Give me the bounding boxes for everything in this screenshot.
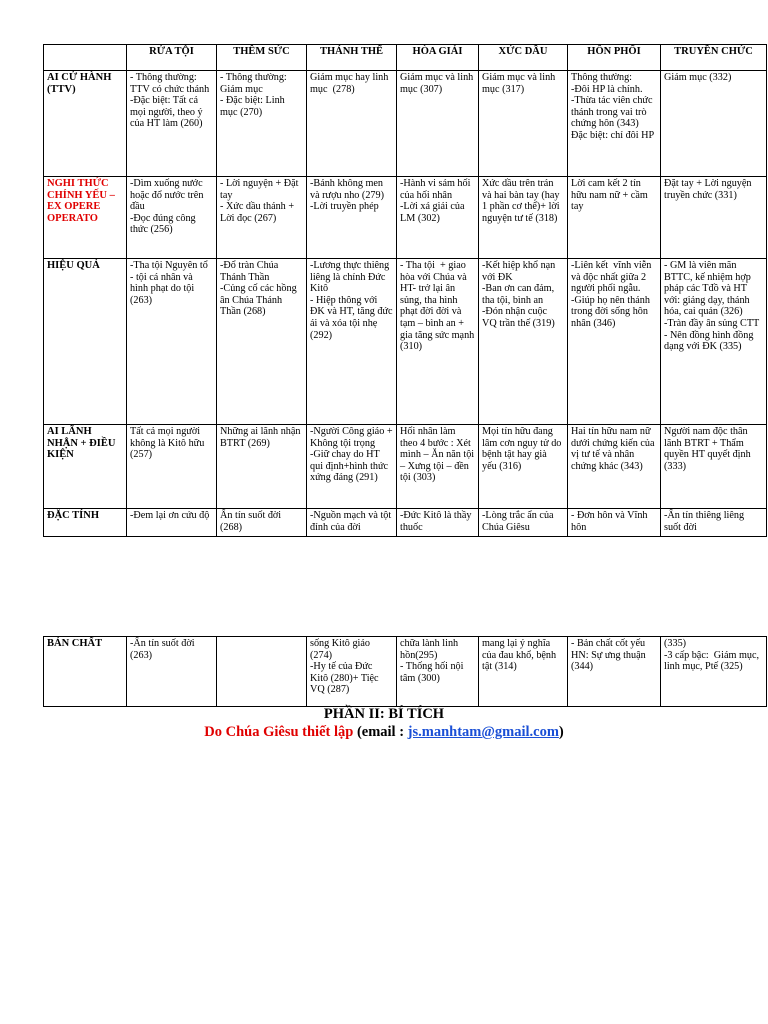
email-link[interactable]: js.manhtam@gmail.com	[407, 724, 559, 740]
cell-text: Đặt tay + Lời nguyện truyền chức (331)	[664, 178, 755, 201]
table-cell	[127, 71, 217, 177]
row-label: AI CỬ HÀNH (TTV)	[44, 71, 127, 177]
row-label: BẢN CHẤT	[44, 637, 127, 707]
row-label: ĐẶC TÍNH	[44, 509, 127, 537]
table-header-row	[44, 45, 767, 71]
cell-text: Người nam độc thân lãnh BTRT + Thẩm quyền HT quyết định (333)	[664, 426, 754, 472]
table-cell	[217, 425, 307, 509]
subtitle-close: )	[558, 724, 564, 740]
table-row	[44, 425, 767, 509]
cell-text: Giám mục hay linh mục (278)	[310, 72, 391, 95]
cell-text: - GM là viên mãn BTTC, kế nhiệm hợp pháp các Tđồ và HT với: giảng dạy, thánh hóa, cai quản (326) -Tràn đầy ân sủng CTT - Nên đồng hình đồng dạng với ĐK (335)	[664, 260, 760, 353]
table-cell	[127, 259, 217, 425]
cell-text: Tất cả mọi người không là Kitô hữu (257)	[130, 426, 207, 461]
cell-text: -Tha tội Nguyên tổ - tội cá nhân và hình phạt do tội (263)	[130, 260, 208, 306]
table-cell	[568, 259, 661, 425]
header-hoa-giai: HÒA GIẢI	[397, 45, 479, 71]
cell-text: sống Kitô giáo (274) -Hy tế của Đức Kitô (280)+ Tiệc VQ (287)	[310, 638, 379, 696]
table-cell	[307, 71, 397, 177]
row-label: HIỆU QUẢ	[44, 259, 127, 425]
table-cell	[307, 637, 397, 707]
cell-text: chữa lành linh hồn(295) - Thống hối nội tâm (300)	[400, 638, 464, 684]
table-cell	[397, 259, 479, 425]
cell-text: - Đơn hôn và Vĩnh hôn	[571, 510, 651, 533]
header-thanh-the: THÁNH THỂ	[307, 45, 397, 71]
section-subtitle	[0, 724, 768, 741]
cell-text: Những ai lãnh nhận BTRT (269)	[220, 426, 304, 449]
cell-text: (335) -3 cấp bậc: Giám mục, linh mục, Ptế (325)	[664, 638, 760, 673]
cell-text: - Tha tội + giao hòa với Chúa và HT- trở lại ân sủng, tha hình phạt đời đời và tạm – bình an + gia tăng sức mạnh (310)	[400, 260, 477, 353]
table-cell	[307, 259, 397, 425]
header-corner	[44, 45, 127, 71]
subtitle-red-text: Do Chúa Giêsu thiết lập	[204, 724, 354, 740]
cell-text: Giám mục và linh mục (317)	[482, 72, 558, 95]
table-cell	[217, 637, 307, 707]
cell-text: -Người Công giáo + Không tội trọng -Giữ chay do HT qui định+hình thức xứng đáng (291)	[310, 426, 393, 484]
table-cell	[217, 71, 307, 177]
table-cell	[127, 637, 217, 707]
table-cell	[397, 637, 479, 707]
table-cell	[397, 425, 479, 509]
cell-text: -Lương thực thiêng liêng là chính Đức Kitô - Hiệp thông với ĐK và HT, tăng đức ái và xóa tội nhẹ (292)	[310, 260, 393, 341]
cell-text: -Nguồn mạch và tột đỉnh của đời	[310, 510, 394, 533]
table-cell	[661, 71, 767, 177]
cell-text: Hai tín hữu nam nữ dưới chứng kiến của vị tư tế và nhân chứng khác (343)	[571, 426, 658, 472]
cell-text: Ấn tín suốt đời (268)	[220, 510, 284, 533]
table-cell	[127, 177, 217, 259]
email-label: (email :	[353, 724, 408, 740]
cell-text: -Dìm xuống nước hoặc đổ nước trên đầu -Đọc đúng công thức (256)	[130, 178, 204, 236]
cell-text: Giám mục (332)	[664, 72, 732, 83]
cell-text: -Hành vi sám hối của hối nhân -Lời xá giải của LM (302)	[400, 178, 471, 224]
table-cell	[661, 637, 767, 707]
cell-text: Thông thường: -Đôi HP là chính. -Thừa tác viên chức thánh trong vai trò chứng hôn (343) Đặc biệt: chỉ đôi HP	[571, 72, 655, 141]
header-them-suc: THÊM SỨC	[217, 45, 307, 71]
sacraments-table-continued	[43, 636, 767, 707]
table-cell	[397, 509, 479, 537]
table-cell	[127, 509, 217, 537]
table-cell	[479, 425, 568, 509]
row-label: AI LÃNH NHẬN + ĐIỀU KIỆN	[44, 425, 127, 509]
section-title: PHẦN II: BÍ TÍCH	[323, 706, 445, 722]
cell-text: - Bản chất cốt yếu HN: Sự ưng thuận (344)	[571, 638, 649, 673]
cell-text: Mọi tín hữu đang lâm cơn nguy tử do bệnh tật hay già yếu (316)	[482, 426, 564, 472]
table-row	[44, 637, 767, 707]
table-row	[44, 177, 767, 259]
table-cell	[307, 177, 397, 259]
table-cell	[217, 509, 307, 537]
cell-text: Lời cam kết 2 tín hữu nam nữ + cầm tay	[571, 178, 651, 213]
cell-text: Hối nhân làm theo 4 bước : Xét mình – Ăn năn tội – Xưng tội – đền tội (303)	[400, 426, 477, 484]
cell-text: - Thông thường: TTV có chức thánh -Đặc biệt: Tất cả mọi người, theo ý của HT làm (260)	[130, 72, 210, 130]
table-cell	[307, 425, 397, 509]
header-truyen-chuc: TRUYỀN CHỨC	[661, 45, 767, 71]
cell-text: -Đổ tràn Chúa Thánh Thần -Củng cố các hồng ân Chúa Thánh Thần (268)	[220, 260, 297, 318]
table-cell	[661, 259, 767, 425]
table-cell	[661, 509, 767, 537]
cell-text: Xức dầu trên trán và hai bàn tay (hay 1 phần cơ thể)+ lời nguyện tư tế (318)	[482, 178, 563, 224]
header-hon-phoi: HÔN PHỐI	[568, 45, 661, 71]
table-cell	[479, 71, 568, 177]
row-label: NGHI THỨC CHÍNH YẾU – EX OPERE OPERATO	[44, 177, 127, 259]
cell-text: -Ấn tín suốt đời (263)	[130, 638, 198, 661]
table-cell	[568, 637, 661, 707]
table-cell	[568, 71, 661, 177]
table-cell	[661, 177, 767, 259]
cell-text: -Ấn tín thiêng liêng suốt đời	[664, 510, 747, 533]
cell-text: mang lại ý nghĩa của đau khổ, bệnh tật (314)	[482, 638, 559, 673]
cell-text: -Liên kết vĩnh viễn và độc nhất giữa 2 người phối ngẫu. -Giúp họ nên thánh trong đời sống hôn nhân (346)	[571, 260, 652, 329]
table-cell	[217, 177, 307, 259]
table-row	[44, 71, 767, 177]
table-cell	[568, 509, 661, 537]
table-cell	[479, 509, 568, 537]
table-cell	[479, 637, 568, 707]
table-cell	[661, 425, 767, 509]
table-cell	[127, 425, 217, 509]
table-cell	[479, 177, 568, 259]
cell-text: - Lời nguyện + Đặt tay - Xức dầu thánh + Lời đọc (267)	[220, 178, 299, 224]
header-rua-toi: RỬA TỘI	[127, 45, 217, 71]
table-cell	[307, 509, 397, 537]
sacraments-table	[43, 44, 767, 537]
table-cell	[217, 259, 307, 425]
cell-text: - Thông thường: Giám mục - Đặc biệt: Linh mục (270)	[220, 72, 287, 118]
cell-text: -Đức Kitô là thầy thuốc	[400, 510, 474, 533]
table-cell	[397, 71, 479, 177]
table-row	[44, 259, 767, 425]
cell-text: -Lòng trắc ẩn của Chúa Giêsu	[482, 510, 557, 533]
table-cell	[568, 177, 661, 259]
cell-text: Giám mục và linh mục (307)	[400, 72, 476, 95]
table-row	[44, 509, 767, 537]
table-cell	[479, 259, 568, 425]
cell-text: -Đem lại ơn cứu độ	[130, 510, 210, 521]
cell-text: -Bánh không men và rượu nho (279) -Lời truyền phép	[310, 178, 384, 213]
table-cell	[568, 425, 661, 509]
table-cell	[397, 177, 479, 259]
header-xuc-dau: XỨC DẦU	[479, 45, 568, 71]
cell-text: -Kết hiệp khổ nạn với ĐK -Ban ơn can đảm, tha tội, bình an -Đón nhận cuộc VQ trần thế (319)	[482, 260, 556, 329]
